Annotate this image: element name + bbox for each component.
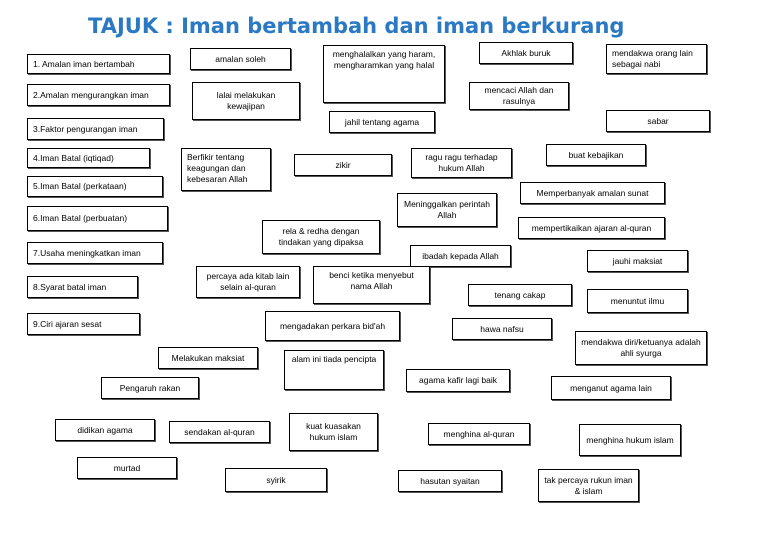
card-mendakwa-diri[interactable]: mendakwa diri/ketuanya adalah ahli syurga (575, 331, 707, 365)
card-menghina-quran[interactable]: menghina al-quran (428, 423, 530, 445)
card-sabar[interactable]: sabar (606, 110, 710, 132)
category-box-8[interactable]: 8.Syarat batal iman (27, 276, 138, 298)
card-berfikir[interactable]: Berfikir tentang keagungan dan kebesaran Allah (181, 148, 271, 191)
card-lalai[interactable]: lalai melakukan kewajipan (192, 82, 300, 120)
card-meninggalkan[interactable]: Meninggalkan perintah Allah (397, 193, 497, 227)
card-sendakan[interactable]: sendakan al-quran (169, 421, 270, 443)
category-box-7[interactable]: 7.Usaha meningkatkan iman (27, 242, 163, 264)
card-tak-percaya[interactable]: tak percaya rukun iman & islam (538, 469, 639, 502)
category-box-5[interactable]: 5.Iman Batal (perkataan) (27, 176, 163, 197)
card-hasutan[interactable]: hasutan syaitan (398, 470, 502, 492)
category-box-1[interactable]: 1. Amalan iman bertambah (27, 54, 170, 74)
card-percaya-kitab[interactable]: percaya ada kitab lain selain al-quran (196, 266, 300, 298)
page-title: TAJUK : Iman bertambah dan iman berkurang (88, 14, 625, 38)
card-menghalalkan[interactable]: menghalalkan yang haram, mengharamkan yang halal (323, 45, 445, 103)
category-box-6[interactable]: 6.Iman Batal (perbuatan) (27, 206, 168, 231)
card-buat-kebajikan[interactable]: buat kebajikan (546, 144, 646, 166)
category-box-2[interactable]: 2.Amalan mengurangkan iman (27, 84, 170, 106)
card-jahil[interactable]: jahil tentang agama (329, 111, 435, 133)
card-didikan[interactable]: didikan agama (55, 419, 155, 441)
card-rela-redha[interactable]: rela & redha dengan tindakan yang dipaksa (262, 220, 380, 254)
card-melakukan-maksiat[interactable]: Melakukan maksiat (158, 347, 258, 369)
card-alam[interactable]: alam ini tiada pencipta (284, 350, 384, 390)
card-kuat-kuasakan[interactable]: kuat kuasakan hukum islam (289, 413, 378, 451)
card-mencaci[interactable]: mencaci Allah dan rasulnya (469, 82, 569, 110)
category-box-4[interactable]: 4.Iman Batal (iqtiqad) (27, 148, 150, 168)
card-syirik[interactable]: syirik (225, 468, 327, 492)
card-akhlak-buruk[interactable]: Akhlak buruk (479, 42, 573, 64)
card-bidah[interactable]: mengadakan perkara bid'ah (265, 311, 400, 341)
card-memperbanyak[interactable]: Memperbanyak amalan sunat (520, 182, 665, 204)
card-zikir[interactable]: zikir (294, 154, 392, 176)
card-hawa-nafsu[interactable]: hawa nafsu (452, 318, 552, 340)
card-jauhi-maksiat[interactable]: jauhi maksiat (587, 250, 688, 272)
card-tenang[interactable]: tenang cakap (468, 284, 572, 306)
card-benci[interactable]: benci ketika menyebut nama Allah (313, 266, 430, 304)
card-menuntut-ilmu[interactable]: menuntut ilmu (587, 289, 688, 313)
card-agama-kafir[interactable]: agama kafir lagi baik (406, 369, 510, 392)
card-pengaruh-rakan[interactable]: Pengaruh rakan (101, 377, 199, 399)
card-mempertikaikan[interactable]: mempertikaikan ajaran al-quran (518, 217, 665, 239)
card-menghina-hukum[interactable]: menghina hukum islam (579, 424, 681, 456)
card-mendakwa-nabi[interactable]: mendakwa orang lain sebagai nabi (606, 44, 707, 74)
card-amalan-soleh[interactable]: amalan soleh (190, 48, 291, 70)
card-ragu[interactable]: ragu ragu terhadap hukum Allah (411, 148, 512, 178)
category-box-9[interactable]: 9.Ciri ajaran sesat (27, 313, 140, 335)
category-box-3[interactable]: 3.Faktor pengurangan iman (27, 118, 164, 140)
card-ibadah[interactable]: ibadah kepada Allah (410, 245, 511, 267)
card-menganut[interactable]: menganut agama lain (551, 376, 671, 400)
card-murtad[interactable]: murtad (77, 457, 177, 479)
